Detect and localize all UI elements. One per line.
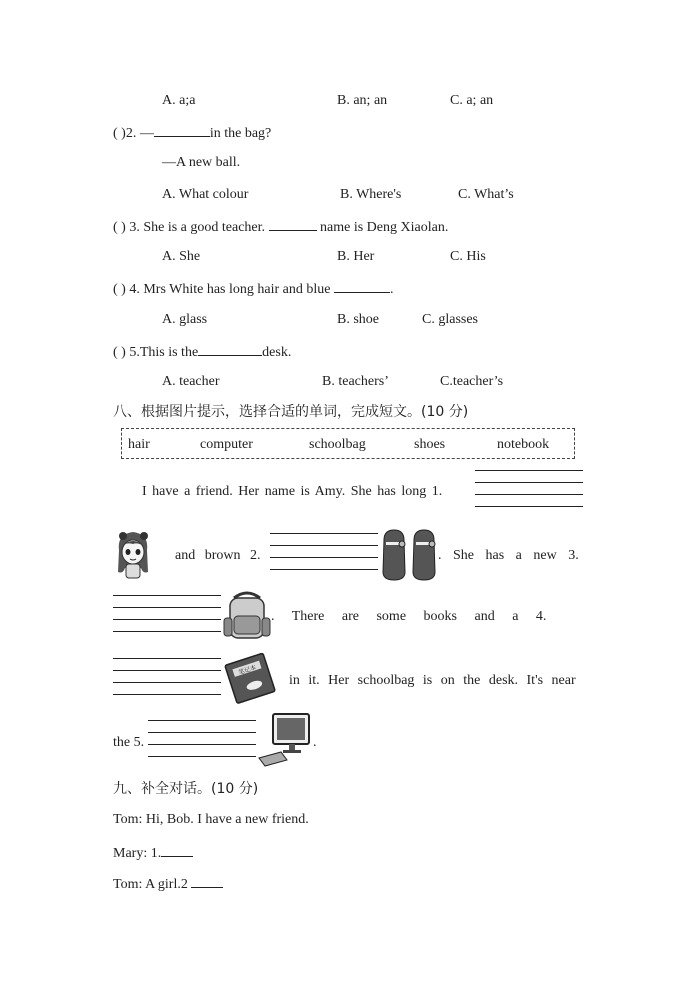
q4-option-c: C. glasses bbox=[422, 312, 478, 327]
dialogue-line-2 bbox=[113, 844, 193, 862]
word-bank-item: computer bbox=[200, 437, 253, 452]
q2-paren: ( ) bbox=[113, 126, 126, 141]
q3-option-a: A. She bbox=[162, 249, 201, 264]
dialogue-line-3 bbox=[113, 875, 223, 893]
passage-line-1: I have a friend. Her name is Amy. She has long 1. bbox=[142, 484, 443, 499]
answer-lines-5[interactable] bbox=[148, 720, 256, 768]
word-bank-item: schoolbag bbox=[309, 437, 366, 452]
passage-line-5a: the 5. bbox=[113, 735, 145, 750]
q3-suffix: name is Deng Xiaolan. bbox=[320, 220, 449, 235]
word-bank-item: hair bbox=[128, 437, 150, 452]
notebook-picture bbox=[222, 652, 280, 709]
passage-line-5b: . bbox=[313, 735, 317, 750]
answer-lines-3[interactable] bbox=[113, 595, 221, 643]
q4-question bbox=[113, 280, 393, 298]
q2-option-a: A. What colour bbox=[162, 187, 249, 202]
q5-option-a: A. teacher bbox=[162, 374, 220, 389]
q5-option-c: C.teacher’s bbox=[440, 374, 504, 389]
q2-answer-line: —A new ball. bbox=[162, 155, 241, 170]
dialogue-line-2-prefix: Mary: 1. bbox=[113, 846, 162, 861]
q1-option-c: C. a; an bbox=[450, 93, 494, 108]
passage-line-2b: . She has a new 3. bbox=[438, 548, 579, 563]
q4-suffix: . bbox=[389, 282, 394, 297]
word-bank-item: shoes bbox=[414, 437, 446, 452]
q2-question bbox=[113, 124, 271, 142]
q5-question bbox=[113, 343, 291, 361]
q2-prefix: 2. — bbox=[125, 126, 154, 141]
passage-line-2a: and brown 2. bbox=[175, 548, 261, 563]
answer-lines-2[interactable] bbox=[270, 533, 378, 581]
answer-lines-1[interactable] bbox=[475, 470, 583, 518]
q4-option-a: A. glass bbox=[162, 312, 208, 327]
q1-option-b: B. an; an bbox=[337, 93, 388, 108]
schoolbag-picture bbox=[222, 588, 272, 649]
q3-question bbox=[113, 218, 448, 236]
q3-option-b: B. Her bbox=[337, 249, 375, 264]
passage-line-4: in it. Her schoolbag is on the desk. It's near bbox=[289, 673, 576, 688]
dialogue-line-1: Tom: Hi, Bob. I have a new friend. bbox=[113, 812, 309, 827]
q3-blank[interactable] bbox=[269, 218, 317, 231]
q5-blank[interactable] bbox=[198, 343, 262, 356]
dialogue-line-3-prefix: Tom: A girl.2 bbox=[113, 877, 188, 892]
dialogue-blank-2[interactable] bbox=[191, 875, 223, 888]
q5-paren: ( ) bbox=[113, 345, 126, 360]
q2-option-b: B. Where's bbox=[340, 187, 402, 202]
section8-title: 八、根据图片提示，选择合适的单词，完成短文。(10 分) bbox=[113, 404, 469, 420]
q3-prefix: 3. She is a good teacher. bbox=[129, 220, 266, 235]
computer-picture bbox=[257, 712, 313, 773]
section9-title: 九、补全对话。(10 分) bbox=[113, 781, 259, 797]
shoes-picture bbox=[380, 526, 438, 589]
notebook-label: 笔记本 bbox=[237, 664, 258, 677]
q2-option-c: C. What’s bbox=[458, 187, 514, 202]
passage-line-3: . There are some books and a 4. bbox=[271, 609, 547, 624]
q5-option-b: B. teachers’ bbox=[322, 374, 389, 389]
answer-lines-4[interactable] bbox=[113, 658, 221, 706]
q3-paren: ( ) bbox=[113, 220, 126, 235]
q2-blank[interactable] bbox=[154, 124, 210, 137]
q5-suffix: desk. bbox=[262, 345, 292, 360]
girl-picture bbox=[113, 528, 153, 585]
q1-option-a: A. a;a bbox=[162, 93, 196, 108]
q4-blank[interactable] bbox=[334, 280, 390, 293]
q5-prefix: 5.This is the bbox=[129, 345, 199, 360]
dialogue-blank-1[interactable] bbox=[161, 844, 193, 857]
q4-option-b: B. shoe bbox=[337, 312, 379, 327]
word-bank-item: notebook bbox=[497, 437, 550, 452]
q4-prefix: 4. Mrs White has long hair and blue bbox=[129, 282, 331, 297]
q4-paren: ( ) bbox=[113, 282, 126, 297]
q3-option-c: C. His bbox=[450, 249, 486, 264]
q2-suffix: in the bag? bbox=[209, 126, 272, 141]
word-bank bbox=[121, 428, 575, 459]
